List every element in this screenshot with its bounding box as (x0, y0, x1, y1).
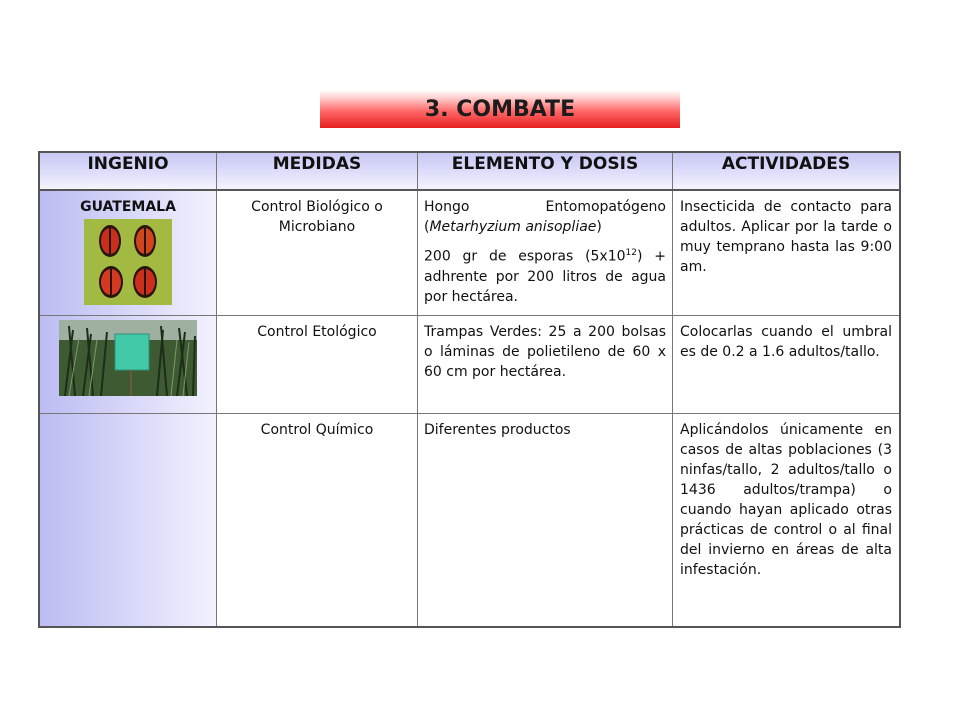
ingenio-cell (39, 190, 217, 315)
actividades-cell: Colocarlas cuando el umbral es de 0.2 a 1.6 adultos/tallo. (673, 315, 901, 413)
elemento-text: Hongo Entomopatógeno ( (424, 199, 666, 235)
medidas-cell: Control Químico (217, 413, 418, 627)
elemento-text: 200 gr de esporas (5x10 (424, 248, 626, 265)
elemento-cell (418, 190, 673, 315)
elemento-text: ) + adhrente por 200 litros de agua por hectárea. (424, 248, 666, 305)
header-actividades: ACTIVIDADES (673, 152, 901, 190)
header-elemento-dosis: ELEMENTO Y DOSIS (418, 152, 673, 190)
table-row (39, 413, 900, 627)
elemento-cell: Diferentes productos (418, 413, 673, 627)
green-trap-in-field-photo (59, 320, 197, 396)
elemento-text: ) (596, 219, 602, 235)
elemento-paragraph (424, 197, 666, 237)
ingenio-cell (39, 315, 217, 413)
header-medidas: MEDIDAS (217, 152, 418, 190)
elemento-cell: Trampas Verdes: 25 a 200 bolsas o láminas de polietileno de 60 x 60 cm por hectárea. (418, 315, 673, 413)
actividades-cell: Aplicándolos únicamente en casos de altas poblaciones (3 ninfas/tallo, 2 adultos/tallo o 1436 adultos/trampa) o cuando hayan aplicado otras prácticas de control o al final del invierno en áreas de alta infestación. (673, 413, 901, 627)
exponent: 12 (625, 248, 637, 258)
table-row (39, 190, 900, 315)
medidas-cell: Control Etológico (217, 315, 418, 413)
header-ingenio: INGENIO (39, 152, 217, 190)
page-title: 3. COMBATE (424, 96, 576, 122)
actividades-cell: Insecticida de contacto para adultos. Aplicar por la tarde o muy temprano hasta las 9:00 am. (673, 190, 901, 315)
ingenio-cell (39, 413, 217, 627)
header-row (39, 152, 900, 190)
species-name: Metarhyzium anisopliae (429, 219, 597, 235)
elemento-paragraph (424, 243, 666, 307)
red-bugs-photo (84, 219, 172, 305)
combate-table (38, 151, 901, 628)
table-row (39, 315, 900, 413)
medidas-cell: Control Biológico o Microbiano (217, 190, 418, 315)
title-banner (320, 90, 680, 128)
ingenio-label: GUATEMALA (80, 199, 176, 215)
